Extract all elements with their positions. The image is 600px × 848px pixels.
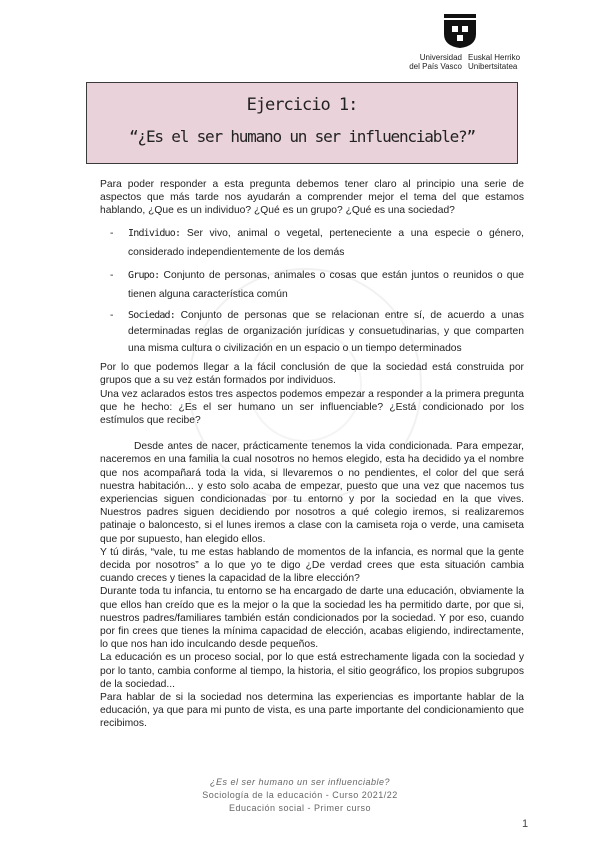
definition-text: Ser vivo, animal o vegetal, perteneciente a una especie o género, considerado independientemente de los demás	[128, 227, 524, 258]
body-paragraph: Durante toda tu infancia, tu entorno se ha encargado de darte una educación, obviamente la que ellos han creído que es la mejor o la que la sociedad les ha permitido darte, por que si, nuestros padres/familiares también están condicionados por la sociedad. Y por eso, cuando por fin crees que tienes la mínima capacidad de elección, acabas eligiendo, indirectamente, lo que nos han ido inculcando desde pequeños.	[100, 586, 524, 651]
body-paragraph: Para hablar de si la sociedad nos determina las experiencias es importante hablar de la educación, ya que para mi punto de vista, es una parte importante del condicionamiento que recibimos.	[100, 691, 524, 730]
exercise-question: “¿Es el ser humano un ser influenciable?”	[129, 127, 475, 146]
body-paragraph: La educación es un proceso social, por lo que está estrechamente ligada con la sociedad y por lo tanto, cambia conforme al tiempo, la historia, el sitio geográfico, los propios subgrupos de la sociedad...	[100, 652, 524, 690]
definition-item	[128, 224, 524, 262]
page-footer	[0, 776, 600, 815]
exercise-title: Ejercicio 1:	[246, 95, 358, 115]
title-box	[86, 82, 518, 164]
page-number: 1	[522, 818, 529, 830]
body-paragraph: Y tú dirás, “vale, tu me estas hablando de momentos de la infancia, es normal que la gente decida por nosotros” a lo que yo te digo ¿De verdad crees que esta situación cambia cuando creces y tienes la capacidad de la libre elección?	[100, 546, 524, 585]
definition-list	[100, 224, 524, 358]
university-logo	[400, 14, 540, 76]
conclusion-paragraph: Por lo que podemos llegar a la fácil conclusión de que la sociedad está construida por grupos que a su vez están formados por individuos.	[100, 362, 524, 387]
definition-term: Sociedad:	[128, 309, 175, 321]
definition-item	[128, 266, 524, 304]
footer-title: ¿Es el ser humano un ser influenciable?	[209, 777, 391, 787]
footer-course: Sociología de la educación - Curso 2021/22	[202, 790, 398, 800]
document-body	[100, 178, 524, 731]
definition-text: Conjunto de personas, animales o cosas que están juntos o reunidos o que tienen alguna característica común	[128, 269, 524, 300]
footer-program: Educación social - Primer curso	[228, 803, 372, 813]
definition-item	[128, 308, 524, 358]
definition-term: Individuo:	[128, 227, 181, 239]
university-name-eu: Euskal Herriko Unibertsitatea	[468, 53, 521, 71]
question-paragraph: Una vez aclarados estos tres aspectos podemos empezar a responder a la primera pregunta que he hecho: ¿Es el ser humano un ser influenciable? ¿Está condicionado por los estímulos que recibe?	[100, 388, 524, 426]
university-name-es: Universidad del País Vasco	[409, 53, 462, 71]
definition-text: Conjunto de personas que se relacionan entre sí, de acuerdo a unas determinadas reglas de organización jurídicas y consuetudinarias, y que comparten una misma cultura o civilización en un espacio o un tiempo determinados	[128, 309, 524, 354]
university-emblem-icon	[444, 14, 476, 48]
intro-paragraph: Para poder responder a esta pregunta debemos tener claro al principio una serie de aspectos que más tarde nos ayudarán a comprender mejor el tema del que estamos hablando, ¿Que es un individuo? ¿Qué es un grupo? ¿Qué es una sociedad?	[100, 179, 524, 217]
body-paragraph: Desde antes de nacer, prácticamente tenemos la vida condicionada. Para empezar, naceremos en una familia la cual nosotros no hemos elegido, esta ha decidido ya el nombre que nos acompañará toda la vida, si llevaremos o no pendientes, el color del que será nuestra habitación... y esto solo acaba de empezar, puesto que una vez que nacemos tus experiencias siguen condicionadas por tu entorno y por la sociedad en la que vives. Nuestros padres siguen decidiendo por nosotros a qué colegio iremos, si realizaremos patinaje o baloncesto, si el lunes iremos a clase con la camiseta roja o verde, una camiseta que por supuesto, han elegido ellos.	[100, 441, 524, 545]
definition-term: Grupo:	[128, 269, 160, 281]
